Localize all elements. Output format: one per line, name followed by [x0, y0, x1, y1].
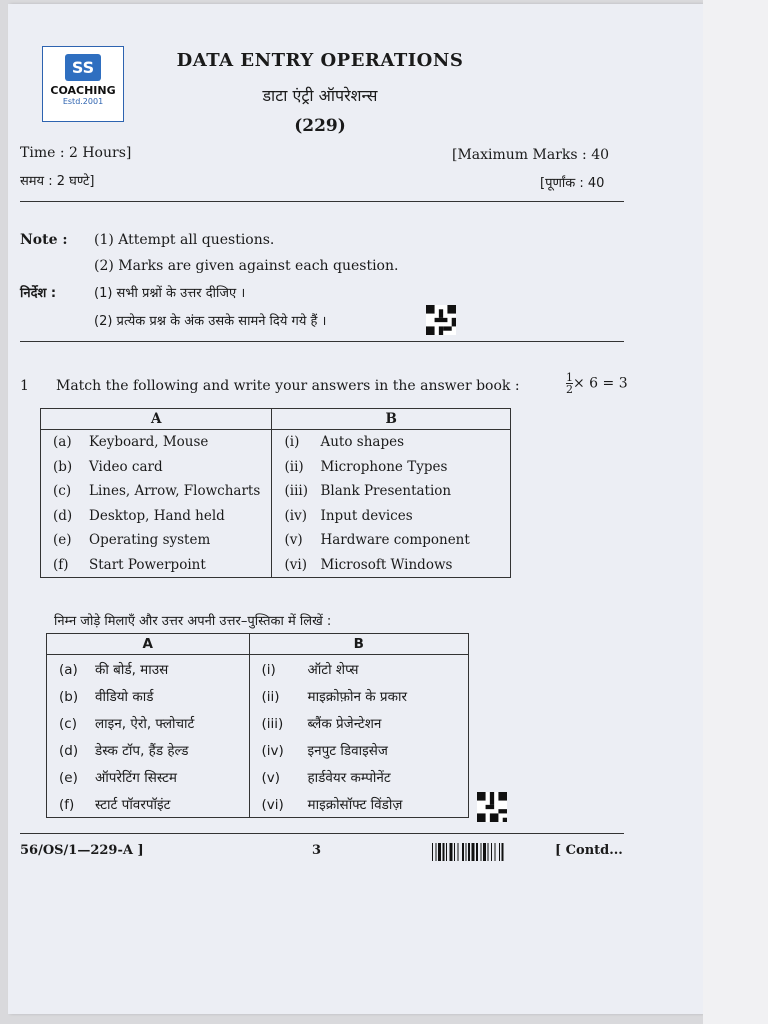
- match-table-hindi: [46, 633, 469, 818]
- question-text-english: Match the following and write your answers in the answer book :: [56, 378, 520, 394]
- item-text: Keyboard, Mouse: [89, 434, 209, 451]
- column-header-b: B: [272, 409, 511, 430]
- item-number: (i): [261, 661, 276, 678]
- item-number: (ii): [284, 458, 304, 475]
- logo-name: COACHING: [50, 84, 116, 97]
- table-row: [41, 455, 511, 480]
- continued-label: [ Contd...: [555, 843, 623, 858]
- item-text: Microsoft Windows: [320, 556, 453, 573]
- note-item-1: (1) Attempt all questions.: [94, 232, 275, 248]
- question-marks: [566, 372, 628, 395]
- item-text: Start Powerpoint: [89, 556, 206, 573]
- item-text: Desktop, Hand held: [89, 507, 225, 524]
- item-text: Auto shapes: [320, 434, 405, 451]
- item-text: Microphone Types: [320, 458, 448, 475]
- note-item-2: (2) Marks are given against each question.: [94, 258, 399, 274]
- item-text: लाइन, ऐरो, फ्लोचार्ट: [95, 715, 195, 732]
- item-number: (i): [284, 434, 300, 451]
- item-number: (ii): [261, 688, 280, 705]
- item-number: (e): [53, 532, 72, 549]
- item-text: Lines, Arrow, Flowcharts: [89, 483, 261, 500]
- item-number: (vi): [261, 796, 284, 813]
- column-header-a: A: [47, 634, 250, 655]
- question-number: 1: [20, 378, 29, 394]
- item-text: Operating system: [89, 532, 211, 549]
- divider-notes: [20, 341, 624, 342]
- table-row: [41, 528, 511, 553]
- note-label: Note :: [20, 232, 68, 248]
- title-hindi: डाटा एंट्री ऑपरेशन्स: [262, 86, 378, 105]
- item-number: (c): [59, 715, 77, 732]
- item-number: (f): [53, 556, 69, 573]
- marks-numerator: 1: [566, 371, 573, 384]
- match-table-english: [40, 408, 511, 578]
- item-text: Hardware component: [320, 532, 470, 549]
- table-row: [47, 709, 469, 736]
- logo-mark: SS: [65, 54, 101, 81]
- table-row: [47, 655, 469, 683]
- item-text: Blank Presentation: [320, 483, 452, 500]
- item-number: (iii): [284, 483, 308, 500]
- table-row: [47, 736, 469, 763]
- item-text: वीडियो कार्ड: [95, 688, 154, 705]
- item-number: (a): [53, 434, 72, 451]
- max-marks-english: [Maximum Marks : 40: [452, 147, 610, 163]
- item-number: (iv): [284, 507, 307, 524]
- table-row: [47, 763, 469, 790]
- item-number: (vi): [284, 556, 307, 573]
- item-text: माइक्रोफ़ोन के प्रकार: [307, 688, 407, 705]
- time-english: Time : 2 Hours]: [20, 145, 132, 161]
- table-row: [47, 790, 469, 818]
- time-hindi: समय : 2 घण्टे]: [20, 174, 95, 189]
- item-number: (b): [59, 688, 79, 705]
- item-number: (a): [59, 661, 78, 678]
- table-row: [41, 430, 511, 455]
- max-marks-hindi: [पूर्णांक : 40: [540, 176, 605, 191]
- column-header-a: A: [41, 409, 272, 430]
- title-english: DATA ENTRY OPERATIONS: [176, 50, 464, 71]
- page-edge: [703, 0, 768, 1024]
- divider-footer: [20, 833, 624, 834]
- item-text: Input devices: [320, 507, 413, 524]
- paper-code: 56/OS/1—229-A ]: [20, 843, 144, 858]
- marks-denominator: 2: [566, 383, 573, 396]
- note-item-1-hindi: (1) सभी प्रश्नों के उत्तर दीजिए ।: [94, 286, 246, 301]
- item-number: (d): [59, 742, 79, 759]
- item-text: माइक्रोसॉफ्ट विंडोज़: [307, 796, 403, 813]
- note-item-2-hindi: (2) प्रत्येक प्रश्न के अंक उसके सामने दिये गये हैं ।: [94, 314, 327, 329]
- column-header-b: B: [249, 634, 469, 655]
- item-number: (f): [59, 796, 75, 813]
- item-text: Video card: [89, 458, 163, 475]
- item-number: (iii): [261, 715, 284, 732]
- table-row: [47, 682, 469, 709]
- table-row: [41, 553, 511, 578]
- item-text: डेस्क टॉप, हैंड हेल्ड: [95, 742, 189, 759]
- item-text: ब्लैंक प्रेजेन्टेशन: [307, 715, 382, 732]
- question-text-hindi: निम्न जोड़े मिलाएँ और उत्तर अपनी उत्तर–पुस्तिका में लिखें :: [54, 614, 332, 629]
- divider-top: [20, 201, 624, 202]
- item-number: (c): [53, 483, 72, 500]
- qr-code-icon: [477, 792, 507, 822]
- item-number: (b): [53, 458, 73, 475]
- item-text: इनपुट डिवाइसेज: [307, 742, 388, 759]
- item-number: (v): [261, 769, 281, 786]
- barcode-icon: [432, 843, 535, 861]
- marks-multiplier: × 6 = 3: [573, 375, 628, 392]
- page-number: 3: [312, 843, 322, 858]
- subject-code: (229): [294, 116, 346, 136]
- item-text: की बोर्ड, माउस: [95, 661, 169, 678]
- note-label-hindi: निर्देश :: [20, 286, 57, 301]
- item-number: (iv): [261, 742, 284, 759]
- item-text: हार्डवेयर कम्पोनेंट: [307, 769, 391, 786]
- item-text: ऑपरेटिंग सिस्टम: [95, 769, 177, 786]
- item-number: (e): [59, 769, 78, 786]
- item-text: ऑटो शेप्स: [307, 661, 359, 678]
- logo-est: Estd.2001: [62, 97, 104, 106]
- item-number: (v): [284, 532, 303, 549]
- item-text: स्टार्ट पॉवरपॉइंट: [95, 796, 171, 813]
- table-row: [41, 479, 511, 504]
- qr-code-icon: [426, 305, 456, 335]
- table-row: [41, 504, 511, 529]
- item-number: (d): [53, 507, 73, 524]
